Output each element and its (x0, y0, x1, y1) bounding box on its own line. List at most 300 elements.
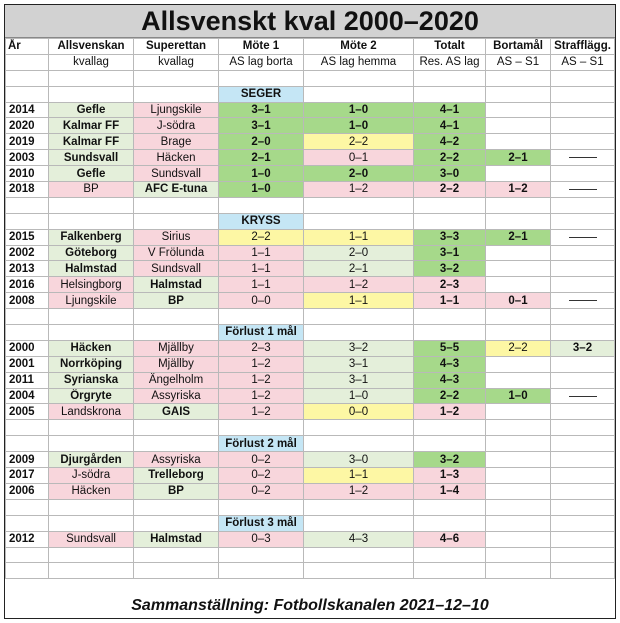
match-1-score: 1–1 (219, 277, 304, 293)
page-title: Allsvenskt kval 2000–2020 (5, 5, 615, 38)
subheader-year (6, 54, 49, 70)
match-2-score: 3–1 (304, 372, 414, 388)
superettan-team: Ljungskile (134, 102, 219, 118)
superettan-team: Halmstad (134, 531, 219, 547)
empty-cell (551, 436, 615, 452)
away-goals-score (486, 118, 551, 134)
empty-cell (49, 515, 134, 531)
total-score: 2–2 (414, 388, 486, 404)
empty-cell (304, 563, 414, 579)
empty-cell (414, 309, 486, 325)
dash-line (569, 300, 597, 301)
penalty-score (551, 483, 615, 499)
allsvenskan-team: Kalmar FF (49, 118, 134, 134)
away-goals-score (486, 531, 551, 547)
allsvenskan-team: BP (49, 182, 134, 198)
total-score: 1–3 (414, 468, 486, 484)
empty-cell (304, 325, 414, 341)
superettan-team: Häcken (134, 150, 219, 166)
allsvenskan-team: Gefle (49, 102, 134, 118)
away-goals-score (486, 452, 551, 468)
section-header-row (6, 436, 615, 452)
total-score: 3–2 (414, 261, 486, 277)
superettan-team: Halmstad (134, 277, 219, 293)
match-2-score: 1–0 (304, 118, 414, 134)
superettan-team: BP (134, 293, 219, 309)
empty-cell (486, 197, 551, 213)
match-1-score: 1–2 (219, 388, 304, 404)
empty-cell (304, 515, 414, 531)
year-cell: 2004 (6, 388, 49, 404)
match-1-score: 0–3 (219, 531, 304, 547)
total-score: 2–3 (414, 277, 486, 293)
header-superettan: Superettan (134, 39, 219, 55)
match-2-score: 1–1 (304, 229, 414, 245)
penalty-score (551, 261, 615, 277)
section-label: Förlust 3 mål (219, 515, 304, 531)
match-row (6, 293, 615, 309)
header-row (6, 39, 615, 55)
empty-cell (304, 213, 414, 229)
away-goals-score (486, 261, 551, 277)
empty-cell (414, 420, 486, 436)
empty-cell (219, 547, 304, 563)
penalty-score (551, 166, 615, 182)
empty-cell (134, 515, 219, 531)
empty-cell (219, 563, 304, 579)
empty-cell (49, 436, 134, 452)
empty-cell (6, 70, 49, 86)
total-score: 4–6 (414, 531, 486, 547)
empty-cell (414, 70, 486, 86)
spacer-row (6, 563, 615, 579)
empty-cell (551, 70, 615, 86)
empty-cell (6, 547, 49, 563)
away-goals-score: 1–0 (486, 388, 551, 404)
match-1-score: 2–0 (219, 134, 304, 150)
empty-cell (551, 325, 615, 341)
total-score: 4–1 (414, 102, 486, 118)
empty-cell (551, 309, 615, 325)
superettan-team: Sirius (134, 229, 219, 245)
penalty-score (551, 452, 615, 468)
superettan-team: GAIS (134, 404, 219, 420)
match-2-score: 2–0 (304, 245, 414, 261)
match-1-score: 1–0 (219, 166, 304, 182)
section-label: Förlust 2 mål (219, 436, 304, 452)
empty-cell (486, 547, 551, 563)
match-2-score: 1–1 (304, 293, 414, 309)
empty-cell (49, 325, 134, 341)
allsvenskan-team: Halmstad (49, 261, 134, 277)
allsvenskan-team: Ljungskile (49, 293, 134, 309)
match-1-score: 1–2 (219, 404, 304, 420)
empty-cell (134, 563, 219, 579)
away-goals-score: 1–2 (486, 182, 551, 198)
section-header-row (6, 325, 615, 341)
match-1-score: 3–1 (219, 118, 304, 134)
match-2-score: 4–3 (304, 531, 414, 547)
total-score: 4–3 (414, 356, 486, 372)
empty-cell (134, 436, 219, 452)
away-goals-score (486, 277, 551, 293)
total-score: 1–1 (414, 293, 486, 309)
empty-cell (6, 436, 49, 452)
superettan-team: Brage (134, 134, 219, 150)
match-row (6, 261, 615, 277)
total-score: 3–3 (414, 229, 486, 245)
year-cell: 2002 (6, 245, 49, 261)
empty-cell (304, 436, 414, 452)
spacer-row (6, 197, 615, 213)
match-2-score: 3–0 (304, 452, 414, 468)
empty-cell (134, 309, 219, 325)
match-1-score: 2–1 (219, 150, 304, 166)
match-2-score: 3–1 (304, 356, 414, 372)
section-label: Förlust 1 mål (219, 325, 304, 341)
allsvenskan-team: Djurgården (49, 452, 134, 468)
empty-cell (6, 325, 49, 341)
header-penalties: Strafflägg. (551, 39, 615, 55)
away-goals-score: 2–1 (486, 229, 551, 245)
penalty-score (551, 388, 615, 404)
empty-cell (6, 86, 49, 102)
away-goals-score (486, 134, 551, 150)
year-cell: 2000 (6, 340, 49, 356)
superettan-team: V Frölunda (134, 245, 219, 261)
superettan-team: Sundsvall (134, 166, 219, 182)
match-1-score: 2–3 (219, 340, 304, 356)
superettan-team: Mjällby (134, 356, 219, 372)
away-goals-score (486, 245, 551, 261)
section-header-row (6, 86, 615, 102)
year-cell: 2006 (6, 483, 49, 499)
subheader-away-goals: AS – S1 (486, 54, 551, 70)
penalty-score (551, 468, 615, 484)
subheader-match-1: AS lag borta (219, 54, 304, 70)
match-row (6, 531, 615, 547)
total-score: 5–5 (414, 340, 486, 356)
penalty-score (551, 229, 615, 245)
empty-cell (414, 86, 486, 102)
empty-cell (304, 70, 414, 86)
match-row (6, 245, 615, 261)
match-1-score: 3–1 (219, 102, 304, 118)
away-goals-score: 0–1 (486, 293, 551, 309)
match-2-score: 1–2 (304, 277, 414, 293)
allsvenskan-team: Falkenberg (49, 229, 134, 245)
year-cell: 2014 (6, 102, 49, 118)
allsvenskan-team: Gefle (49, 166, 134, 182)
match-row (6, 102, 615, 118)
allsvenskan-team: Sundsvall (49, 531, 134, 547)
empty-cell (134, 70, 219, 86)
empty-cell (551, 197, 615, 213)
penalty-score (551, 134, 615, 150)
empty-cell (49, 547, 134, 563)
penalty-score (551, 245, 615, 261)
superettan-team: BP (134, 483, 219, 499)
empty-cell (134, 420, 219, 436)
empty-cell (49, 420, 134, 436)
empty-cell (134, 325, 219, 341)
empty-cell (49, 213, 134, 229)
match-2-score: 1–0 (304, 388, 414, 404)
match-row (6, 134, 615, 150)
empty-cell (304, 499, 414, 515)
empty-cell (414, 547, 486, 563)
empty-cell (414, 213, 486, 229)
empty-cell (6, 309, 49, 325)
match-2-score: 2–2 (304, 134, 414, 150)
empty-cell (414, 515, 486, 531)
empty-cell (219, 197, 304, 213)
match-row (6, 404, 615, 420)
superettan-team: Trelleborg (134, 468, 219, 484)
away-goals-score (486, 102, 551, 118)
empty-cell (134, 547, 219, 563)
match-2-score: 2–1 (304, 261, 414, 277)
away-goals-score (486, 166, 551, 182)
superettan-team: AFC E-tuna (134, 182, 219, 198)
total-score: 3–1 (414, 245, 486, 261)
empty-cell (49, 563, 134, 579)
subheader-match-2: AS lag hemma (304, 54, 414, 70)
subheader-allsvenskan: kvallag (49, 54, 134, 70)
total-score: 2–2 (414, 182, 486, 198)
match-row (6, 372, 615, 388)
empty-cell (304, 420, 414, 436)
year-cell: 2016 (6, 277, 49, 293)
header-match-1: Möte 1 (219, 39, 304, 55)
empty-cell (6, 515, 49, 531)
year-cell: 2001 (6, 356, 49, 372)
spacer-row (6, 70, 615, 86)
footer-credit: Sammanställning: Fotbollskanalen 2021–12–10 (131, 597, 489, 614)
match-row (6, 468, 615, 484)
empty-cell (414, 436, 486, 452)
subheader-superettan: kvallag (134, 54, 219, 70)
empty-cell (414, 197, 486, 213)
empty-cell (551, 86, 615, 102)
penalty-score (551, 102, 615, 118)
match-1-score: 0–0 (219, 293, 304, 309)
section-header-row (6, 213, 615, 229)
allsvenskan-team: Helsingborg (49, 277, 134, 293)
empty-cell (219, 499, 304, 515)
match-1-score: 0–2 (219, 483, 304, 499)
empty-cell (486, 515, 551, 531)
year-cell: 2015 (6, 229, 49, 245)
match-row (6, 229, 615, 245)
away-goals-score: 2–2 (486, 340, 551, 356)
match-1-score: 1–0 (219, 182, 304, 198)
year-cell: 2019 (6, 134, 49, 150)
spacer-row (6, 309, 615, 325)
match-row (6, 340, 615, 356)
empty-cell (6, 563, 49, 579)
results-sheet (4, 4, 616, 619)
allsvenskan-team: Syrianska (49, 372, 134, 388)
year-cell: 2010 (6, 166, 49, 182)
header-away-goals: Bortamål (486, 39, 551, 55)
spacer-row (6, 547, 615, 563)
match-1-score: 1–1 (219, 261, 304, 277)
empty-cell (486, 70, 551, 86)
empty-cell (551, 515, 615, 531)
year-cell: 2018 (6, 182, 49, 198)
allsvenskan-team: Kalmar FF (49, 134, 134, 150)
penalty-score (551, 182, 615, 198)
away-goals-score: 2–1 (486, 150, 551, 166)
match-row (6, 388, 615, 404)
empty-cell (551, 563, 615, 579)
year-cell: 2013 (6, 261, 49, 277)
match-2-score: 1–1 (304, 468, 414, 484)
empty-cell (49, 309, 134, 325)
match-1-score: 1–2 (219, 356, 304, 372)
empty-cell (304, 309, 414, 325)
match-2-score: 1–0 (304, 102, 414, 118)
results-table (5, 38, 615, 579)
empty-cell (486, 86, 551, 102)
away-goals-score (486, 468, 551, 484)
year-cell: 2020 (6, 118, 49, 134)
empty-cell (486, 563, 551, 579)
match-2-score: 1–2 (304, 182, 414, 198)
dash-line (569, 157, 597, 158)
match-2-score: 1–2 (304, 483, 414, 499)
allsvenskan-team: Landskrona (49, 404, 134, 420)
allsvenskan-team: Norrköping (49, 356, 134, 372)
match-row (6, 118, 615, 134)
empty-cell (551, 213, 615, 229)
total-score: 4–2 (414, 134, 486, 150)
year-cell: 2011 (6, 372, 49, 388)
match-row (6, 356, 615, 372)
match-row (6, 277, 615, 293)
match-row (6, 150, 615, 166)
allsvenskan-team: J-södra (49, 468, 134, 484)
empty-cell (486, 420, 551, 436)
empty-cell (486, 499, 551, 515)
empty-cell (304, 86, 414, 102)
empty-cell (6, 197, 49, 213)
total-score: 3–0 (414, 166, 486, 182)
allsvenskan-team: Göteborg (49, 245, 134, 261)
match-1-score: 0–2 (219, 468, 304, 484)
match-row (6, 452, 615, 468)
spacer-row (6, 499, 615, 515)
penalty-score (551, 356, 615, 372)
empty-cell (219, 309, 304, 325)
match-row (6, 182, 615, 198)
superettan-team: Mjällby (134, 340, 219, 356)
empty-cell (486, 436, 551, 452)
header-allsvenskan: Allsvenskan (49, 39, 134, 55)
match-1-score: 0–2 (219, 452, 304, 468)
penalty-score (551, 293, 615, 309)
superettan-team: Assyriska (134, 388, 219, 404)
section-header-row (6, 515, 615, 531)
empty-cell (49, 197, 134, 213)
empty-cell (134, 499, 219, 515)
year-cell: 2003 (6, 150, 49, 166)
match-2-score: 0–1 (304, 150, 414, 166)
penalty-score (551, 277, 615, 293)
header-year: År (6, 39, 49, 55)
superettan-team: Sundsvall (134, 261, 219, 277)
penalty-score (551, 118, 615, 134)
empty-cell (219, 420, 304, 436)
match-1-score: 2–2 (219, 229, 304, 245)
away-goals-score (486, 356, 551, 372)
empty-cell (134, 197, 219, 213)
total-score: 4–3 (414, 372, 486, 388)
subheader-total: Res. AS lag (414, 54, 486, 70)
empty-cell (49, 86, 134, 102)
header-match-2: Möte 2 (304, 39, 414, 55)
empty-cell (134, 213, 219, 229)
empty-cell (414, 499, 486, 515)
empty-cell (551, 499, 615, 515)
subheader-row (6, 54, 615, 70)
penalty-score (551, 372, 615, 388)
superettan-team: Assyriska (134, 452, 219, 468)
dash-line (569, 237, 597, 238)
match-1-score: 1–2 (219, 372, 304, 388)
superettan-team: Ängelholm (134, 372, 219, 388)
allsvenskan-team: Sundsvall (49, 150, 134, 166)
empty-cell (551, 420, 615, 436)
empty-cell (6, 213, 49, 229)
empty-cell (49, 499, 134, 515)
year-cell: 2017 (6, 468, 49, 484)
section-label: SEGER (219, 86, 304, 102)
empty-cell (486, 325, 551, 341)
allsvenskan-team: Häcken (49, 483, 134, 499)
dash-line (569, 396, 597, 397)
total-score: 1–4 (414, 483, 486, 499)
match-2-score: 3–2 (304, 340, 414, 356)
empty-cell (486, 213, 551, 229)
penalty-score (551, 404, 615, 420)
empty-cell (6, 420, 49, 436)
spacer-row (6, 420, 615, 436)
subheader-penalties: AS – S1 (551, 54, 615, 70)
year-cell: 2005 (6, 404, 49, 420)
year-cell: 2012 (6, 531, 49, 547)
empty-cell (134, 86, 219, 102)
year-cell: 2008 (6, 293, 49, 309)
match-2-score: 2–0 (304, 166, 414, 182)
empty-cell (6, 499, 49, 515)
empty-cell (551, 547, 615, 563)
empty-cell (486, 309, 551, 325)
empty-cell (414, 325, 486, 341)
allsvenskan-team: Häcken (49, 340, 134, 356)
year-cell: 2009 (6, 452, 49, 468)
match-row (6, 483, 615, 499)
total-score: 1–2 (414, 404, 486, 420)
empty-cell (414, 563, 486, 579)
total-score: 2–2 (414, 150, 486, 166)
away-goals-score (486, 404, 551, 420)
penalty-score: 3–2 (551, 340, 615, 356)
allsvenskan-team: Örgryte (49, 388, 134, 404)
penalty-score (551, 150, 615, 166)
empty-cell (304, 547, 414, 563)
